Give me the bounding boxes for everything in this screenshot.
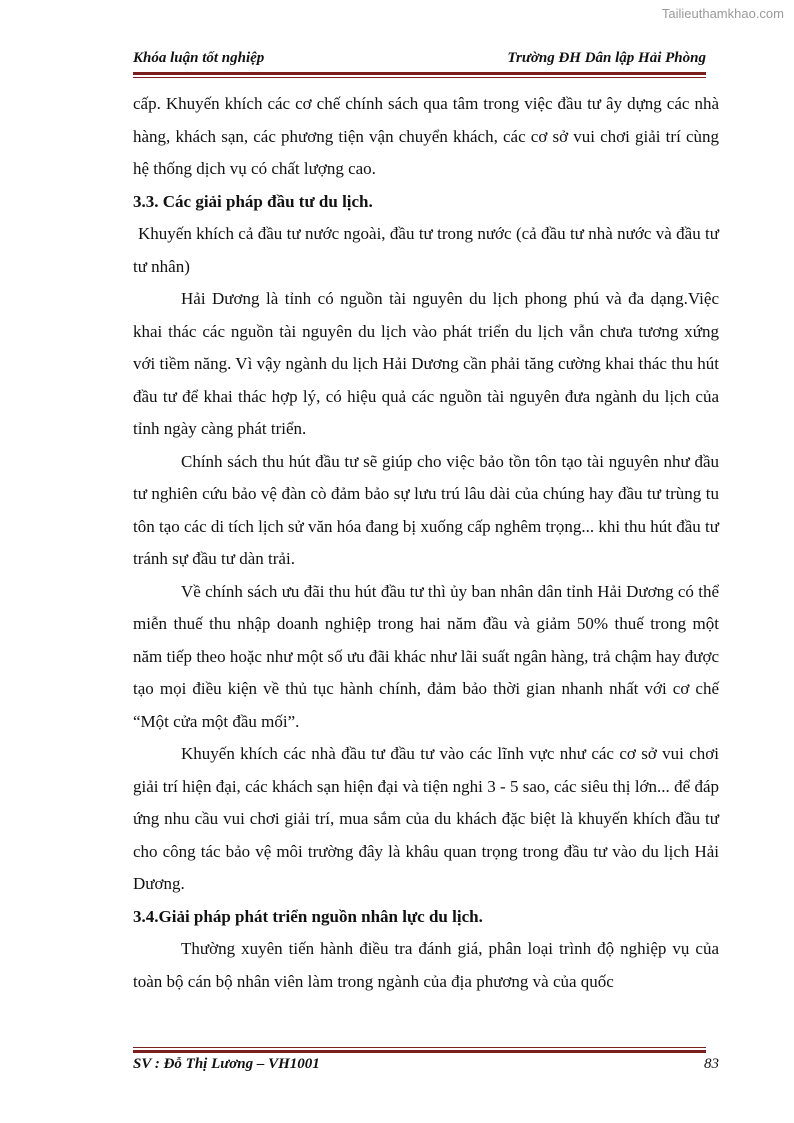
header-rule-thick bbox=[133, 72, 706, 75]
paragraph-7: Thường xuyên tiến hành điều tra đánh giá, phân loại trình độ nghiệp vụ của toàn bộ cán bộ nhân viên làm trong ngành của địa phương và của quốc bbox=[133, 939, 719, 991]
header-university: Trường ĐH Dân lập Hải Phòng bbox=[507, 50, 706, 66]
page-number: 83 bbox=[704, 1056, 719, 1072]
paragraph-1: cấp. Khuyến khích các cơ chế chính sách qua tâm trong việc đầu tư ây dựng các nhà hàng, khách sạn, các phương tiện vận chuyển khách, các cơ sở vui chơi giải trí cùng hệ thống dịch vụ có chất lượng cao. bbox=[133, 94, 719, 178]
footer-rule-thin bbox=[133, 1047, 706, 1048]
section-heading-3-3: 3.3. Các giải pháp đầu tư du lịch. bbox=[133, 191, 373, 211]
footer-rule-thick bbox=[133, 1050, 706, 1053]
watermark: Tailieuthamkhao.com bbox=[661, 6, 784, 21]
paragraph-4: Chính sách thu hút đầu tư sẽ giúp cho việc bảo tồn tôn tạo tài nguyên như đầu tư nghiên cứu bảo vệ đàn cò đảm bảo sự lưu trú lâu dài của chúng hay đầu tư trùng tu tôn tạo các di tích lịch sử văn hóa đang bị xuống cấp nghêm trọng... khi thu hút đầu tư tránh sự đầu tư dàn trải. bbox=[133, 451, 719, 568]
paragraph-2: Khuyến khích cả đầu tư nước ngoài, đầu tư trong nước (cả đầu tư nhà nước và đầu tư tư nhân) bbox=[133, 224, 719, 276]
page-footer bbox=[133, 1056, 719, 1076]
footer-author: SV : Đỗ Thị Lương – VH1001 bbox=[133, 1056, 320, 1072]
section-heading-3-4: 3.4.Giải pháp phát triển nguồn nhân lực du lịch. bbox=[133, 906, 483, 926]
page-header bbox=[133, 50, 706, 70]
page-body bbox=[133, 88, 719, 998]
paragraph-3: Hải Dương là tỉnh có nguồn tài nguyên du lịch phong phú và đa dạng.Việc khai thác các nguồn tài nguyên du lịch vào phát triển du lịch vẫn chưa tương xứng với tiềm năng. Vì vậy ngành du lịch Hải Dương cần phải tăng cường khai thác thu hút đầu tư để khai thác hợp lý, có hiệu quả các nguồn tài nguyên đưa ngành du lịch của tỉnh ngày càng phát triển. bbox=[133, 289, 719, 438]
paragraph-6: Khuyến khích các nhà đầu tư đầu tư vào các lĩnh vực như các cơ sở vui chơi giải trí hiện đại, các khách sạn hiện đại và tiện nghi 3 - 5 sao, các siêu thị lớn... để đáp ứng nhu cầu vui chơi giải trí, mua sắm của du khách đặc biệt là khuyến khích đầu tư cho công tác bảo vệ môi trường đây là khâu quan trọng trong đầu tư vào du lịch Hải Dương. bbox=[133, 744, 719, 893]
paragraph-5: Về chính sách ưu đãi thu hút đầu tư thì ủy ban nhân dân tỉnh Hải Dương có thể miễn thuế thu nhập doanh nghiệp trong hai năm đầu và giảm 50% thuế trong một năm tiếp theo hoặc như một số ưu đãi khác như lãi suất ngân hàng, trả chậm hay được tạo mọi điều kiện về thủ tục hành chính, đảm bảo thời gian nhanh nhất với cơ chế “Một cửa một đầu mối”. bbox=[133, 581, 719, 731]
header-thesis-label: Khóa luận tốt nghiệp bbox=[133, 50, 265, 66]
header-rule-thin bbox=[133, 77, 706, 78]
